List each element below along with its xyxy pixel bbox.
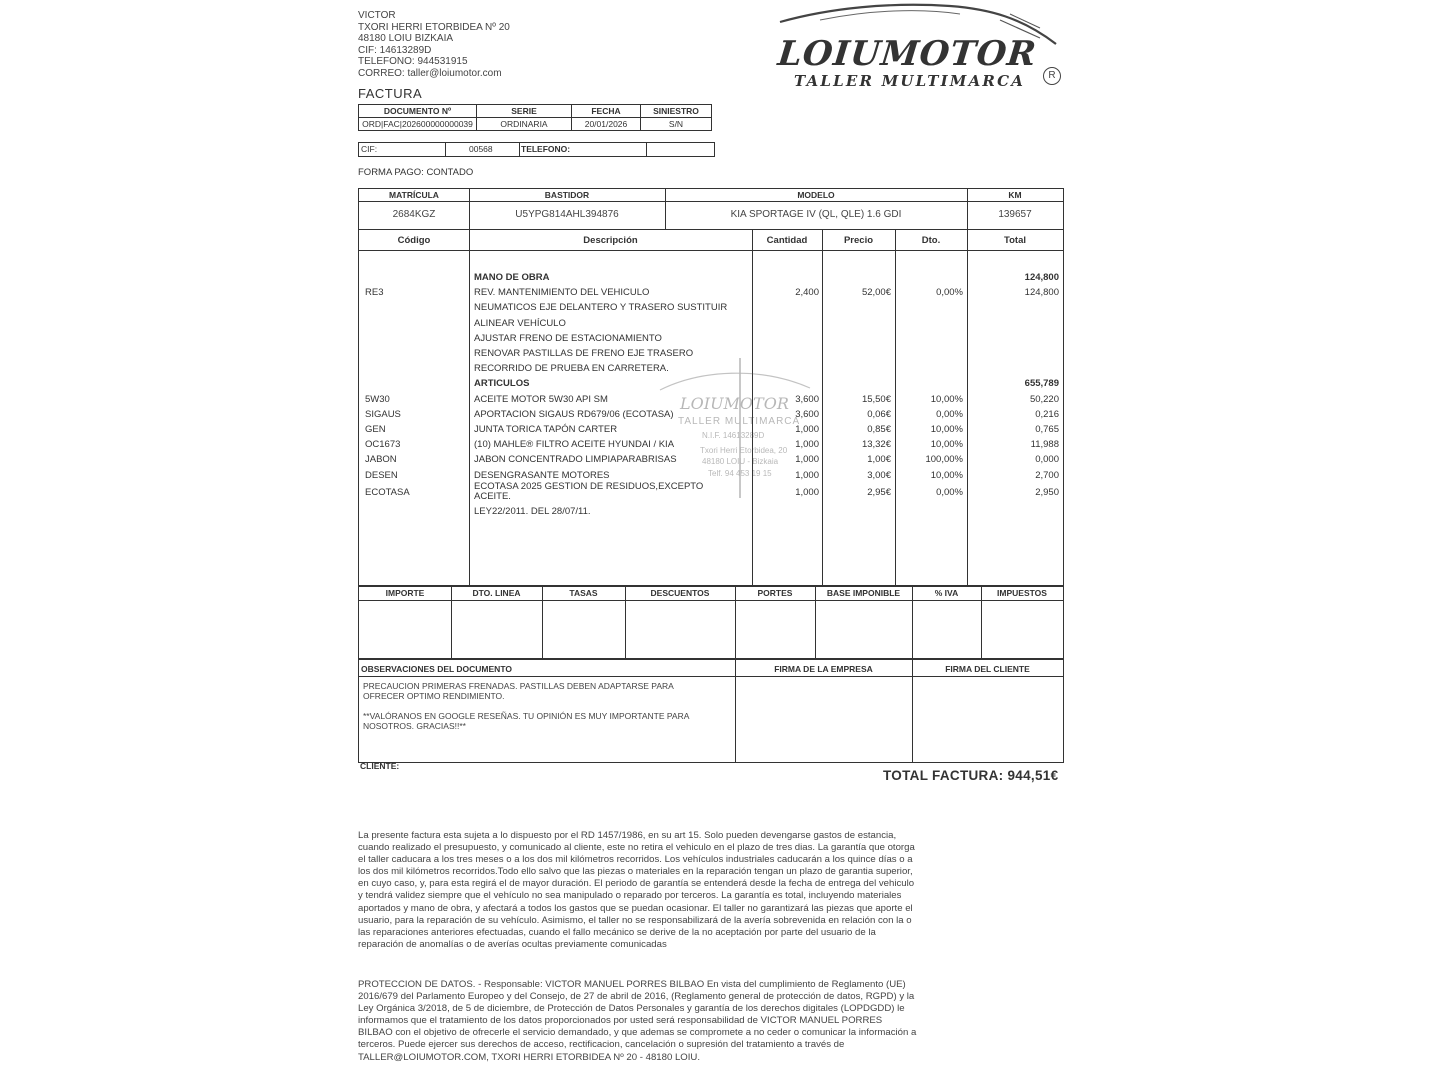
plate-value: 2684KGZ	[392, 209, 436, 220]
line-code: OC1673	[365, 439, 401, 451]
company-logo	[760, 0, 1070, 95]
series-label: SERIE	[477, 105, 572, 118]
line-quantity: 1,000	[795, 439, 819, 451]
line-quantity: 3,600	[795, 393, 819, 405]
line-code: JABON	[365, 454, 397, 466]
line-description: RENOVAR PASTILLAS DE FRENO EJE TRASERO	[474, 348, 694, 359]
line-price: 1,00€	[867, 454, 891, 466]
line-discount: 0,00%	[936, 287, 963, 299]
vin-value: U5YPG814AHL394876	[515, 209, 619, 220]
issuer-address: TXORI HERRI ETORBIDEA Nº 20	[358, 21, 510, 33]
client-signature-label: FIRMA DEL CLIENTE	[945, 664, 1030, 674]
line-quantity: 2,400	[795, 287, 819, 299]
table-row	[359, 302, 1063, 316]
summary-taxes-label: TASAS	[569, 588, 598, 598]
series-value: ORDINARIA	[477, 118, 572, 131]
line-total: 0,216	[1035, 408, 1059, 420]
claim-value: S/N	[641, 118, 712, 131]
line-price: 52,00€	[861, 287, 891, 299]
vehicle-box	[358, 188, 1064, 230]
invoice-total: TOTAL FACTURA: 944,51€	[883, 768, 1059, 783]
line-description-cont: ACEITE.	[474, 491, 511, 502]
line-total: 124,800	[1024, 272, 1059, 283]
line-quantity: 1,000	[795, 469, 819, 481]
line-discount: 10,00%	[930, 393, 963, 405]
line-price: 2,95€	[867, 487, 891, 498]
stamp-line6: Telf. 94 453 19 15	[708, 469, 772, 478]
logo-sub-text: TALLER MULTIMARCA	[794, 72, 1026, 90]
observation-note-1-line2: OFRECER OPTIMO RENDIMIENTO.	[363, 691, 505, 701]
line-code: RE3	[365, 287, 384, 299]
line-code: SIGAUS	[365, 408, 401, 420]
observations-box	[358, 659, 1064, 763]
table-row	[359, 333, 1063, 347]
model-value: KIA SPORTAGE IV (QL, QLE) 1.6 GDI	[730, 209, 902, 220]
line-discount: 10,00%	[930, 424, 963, 435]
date-value: 20/01/2026	[572, 118, 641, 131]
table-row	[359, 506, 1063, 520]
doc-number-value: ORD|FAC|202600000000039	[359, 118, 477, 131]
issuer-cif: CIF: 14613289D	[358, 44, 432, 56]
line-total: 2,700	[1035, 469, 1059, 481]
line-discount: 100,00%	[925, 454, 963, 466]
issuer-block	[358, 10, 510, 79]
summary-table	[358, 585, 1064, 659]
phone-label: TELEFONO:	[521, 144, 571, 154]
line-code: ECOTASA	[365, 487, 410, 498]
description-header: Descripción	[583, 235, 638, 246]
km-value: 139657	[998, 209, 1032, 220]
table-row	[359, 287, 1063, 301]
line-description: JUNTA TORICA TAPÓN CARTER	[474, 424, 618, 435]
line-description: APORTACION SIGAUS RD679/06 (ECOTASA)	[474, 408, 674, 420]
line-description: RECORRIDO DE PRUEBA EN CARRETERA.	[474, 363, 669, 375]
registered-mark-icon: R	[1043, 67, 1061, 85]
model-label: MODELO	[797, 190, 835, 200]
cif-label: CIF:	[361, 144, 378, 154]
line-description: LEY22/2011. DEL 28/07/11.	[474, 506, 591, 517]
summary-line-discount-label: DTO. LINEA	[472, 588, 521, 598]
line-description: DESENGRASANTE MOTORES	[474, 469, 610, 481]
customer-row	[358, 142, 715, 157]
line-code: 5W30	[365, 393, 390, 405]
line-total: 655,789	[1024, 378, 1059, 390]
stamp-line3: N.I.F. 14613289D	[702, 431, 765, 440]
stamp-line5: 48180 LOIU - Bizkaia	[702, 457, 779, 466]
observation-note-1-line1: PRECAUCION PRIMERAS FRENADAS. PASTILLAS DEBEN ADAPTARSE PARA	[363, 681, 674, 691]
claim-label: SINIESTRO	[641, 105, 712, 118]
line-quantity: 1,000	[795, 487, 819, 498]
line-quantity: 3,600	[795, 408, 819, 420]
line-description: ECOTASA 2025 GESTION DE RESIDUOS,EXCEPTO	[474, 481, 704, 492]
line-code: DESEN	[365, 469, 398, 481]
line-price: 13,32€	[861, 439, 891, 451]
company-signature-label: FIRMA DE LA EMPRESA	[774, 664, 873, 674]
discount-header: Dto.	[921, 235, 941, 246]
summary-discounts-label: DESCUENTOS	[650, 588, 710, 598]
payment-method: FORMA PAGO: CONTADO	[358, 167, 474, 178]
issuer-email: CORREO: taller@loiumotor.com	[358, 67, 502, 79]
line-description: AJUSTAR FRENO DE ESTACIONAMIENTO	[474, 332, 662, 344]
line-price: 0,85€	[867, 424, 891, 435]
line-discount: 10,00%	[930, 439, 963, 451]
line-price: 0,06€	[867, 408, 891, 420]
line-description: MANO DE OBRA	[474, 272, 550, 283]
line-total: 124,800	[1024, 287, 1059, 299]
issuer-phone: TELEFONO: 944531915	[358, 56, 468, 67]
line-description: NEUMATICOS EJE DELANTERO Y TRASERO SUSTITUIR	[474, 302, 728, 314]
table-row	[359, 318, 1063, 332]
vin-label: BASTIDOR	[544, 190, 590, 200]
legal-terms: La presente factura esta sujeta a lo dispuesto por el RD 1457/1986, en su art 15. Solo pueden devengarse gastos de estancia, cuando realizado el presupuesto, y comunicado al cliente, este no retira el vehiculo en el plazo de tres dias. La garantía que otorga el taller caducara a los tres meses o a los dos mil kilómetros recorridos. Los vehículos industriales caducarán a los quince días o a los dos mil kilómetros recorridos.Todo ello salvo que las piezas o materiales en la reparación tengan un plazo de garantia superior, en cuyo caso, y, para esta regirá el de mayor duración. El periodo de garantía se entenderá desde la fecha de entrega del vehiculo y tendrá validez siempre que el vehículo no sea manipulado o reparado por terceros. La garantía es total, incluyendo materiales aportados y mano de obra, y afectará a todos los gastos que se puedan ocasionar. El taller no garantizará las piezas que aporte el usuario, para la reparación de su vehículo. Asimismo, el taller no se responsabilizará de la avería sobrevenida en relación con la o las reparaciones anteriores efectuadas, cuando el fallo mecánico se derive de la no aceptación por parte del usuario de la reparación de anomalías o de averías ocultas previamente comunicadas	[358, 830, 915, 950]
line-discount: 10,00%	[930, 469, 963, 481]
line-discount: 0,00%	[936, 487, 963, 498]
line-price: 3,00€	[867, 469, 891, 481]
line-description: REV. MANTENIMIENTO DEL VEHICULO	[474, 287, 650, 299]
observation-note-2	[363, 711, 689, 731]
line-description: ALINEAR VEHÍCULO	[474, 317, 566, 329]
line-description: (10) MAHLE® FILTRO ACEITE HYUNDAI / KIA	[474, 439, 675, 451]
cif-value: 00568	[469, 144, 493, 154]
line-quantity: 1,000	[795, 454, 819, 466]
observation-note-1	[363, 681, 674, 701]
summary-tax-amount-label: IMPUESTOS	[997, 588, 1047, 598]
line-quantity: 1,000	[795, 424, 819, 435]
document-title: FACTURA	[358, 86, 423, 101]
issuer-city: 48180 LOIU BIZKAIA	[358, 33, 454, 44]
line-total: 50,220	[1029, 393, 1059, 405]
stamp-line4: Txori Herri Etorbidea, 20	[700, 446, 788, 455]
issuer-name: VICTOR	[358, 10, 396, 21]
document-header-table	[358, 104, 712, 131]
price-header: Precio	[843, 235, 874, 246]
summary-amount-label: IMPORTE	[385, 588, 425, 598]
plate-label: MATRÍCULA	[389, 190, 439, 200]
line-price: 15,50€	[861, 393, 891, 405]
observations-label: OBSERVACIONES DEL DOCUMENTO	[361, 664, 512, 674]
total-header: Total	[1004, 235, 1026, 246]
line-code: GEN	[365, 424, 386, 435]
company-stamp	[650, 358, 820, 498]
date-label: FECHA	[572, 105, 641, 118]
line-total: 0,765	[1035, 424, 1059, 435]
logo-main-text: LOIUMOTOR	[775, 34, 1039, 74]
summary-shipping-label: PORTES	[757, 588, 793, 598]
line-description: ACEITE MOTOR 5W30 API SM	[474, 393, 608, 405]
line-discount: 0,00%	[936, 408, 963, 420]
client-label: CLIENTE:	[360, 761, 400, 771]
summary-vat-label: % IVA	[934, 588, 959, 598]
data-protection-notice: PROTECCION DE DATOS. - Responsable: VICTOR MANUEL PORRES BILBAO En vista del cumplimiento de Reglamento (UE) 2016/679 del Parlamento Europeo y del Consejo, de 27 de abril de 2016, (Reglamento general de protección de datos, RGPD) y la Ley Orgánica 3/2018, de 5 de diciembre, de Protección de Datos Personales y garantía de los derechos digitales (LOPDGDD) le informamos que el tratamiento de los datos proporcionados por usted será responsabilidad de VICTOR MANUEL PORRES BILBAO con el objetivo de ofrecerle el servicio demandado, y que ademas se compromete a no ceder o comunicar la información a terceros. Puede ejercer sus derechos de acceso, rectificacion, cancelación o supresión del tratamiento a través de TALLER@LOIUMOTOR.COM, TXORI HERRI ETORBIDEA Nº 20 - 48180 LOIU.	[358, 979, 917, 1063]
observation-note-2-line1: **VALÓRANOS EN GOOGLE RESEÑAS. TU OPINIÓN ES MUY IMPORTANTE PARA	[363, 711, 690, 721]
summary-taxable-base-label: BASE IMPONIBLE	[826, 588, 901, 598]
km-label: KM	[1008, 190, 1022, 200]
doc-number-label: DOCUMENTO Nº	[359, 105, 477, 118]
line-description: JABON CONCENTRADO LIMPIAPARABRISAS	[474, 454, 677, 466]
observation-note-2-line2: NOSOTROS. GRACIAS!!**	[363, 721, 466, 731]
line-total: 11,988	[1030, 439, 1059, 451]
table-row	[359, 272, 1063, 286]
stamp-line1: LOIUMOTOR	[680, 394, 789, 413]
line-total: 2,950	[1035, 487, 1059, 498]
stamp-line2: TALLER MULTIMARCA	[678, 416, 801, 427]
quantity-header: Cantidad	[766, 235, 808, 246]
code-header: Código	[397, 235, 431, 246]
line-total: 0,000	[1035, 454, 1059, 466]
line-description: ARTICULOS	[474, 378, 530, 390]
